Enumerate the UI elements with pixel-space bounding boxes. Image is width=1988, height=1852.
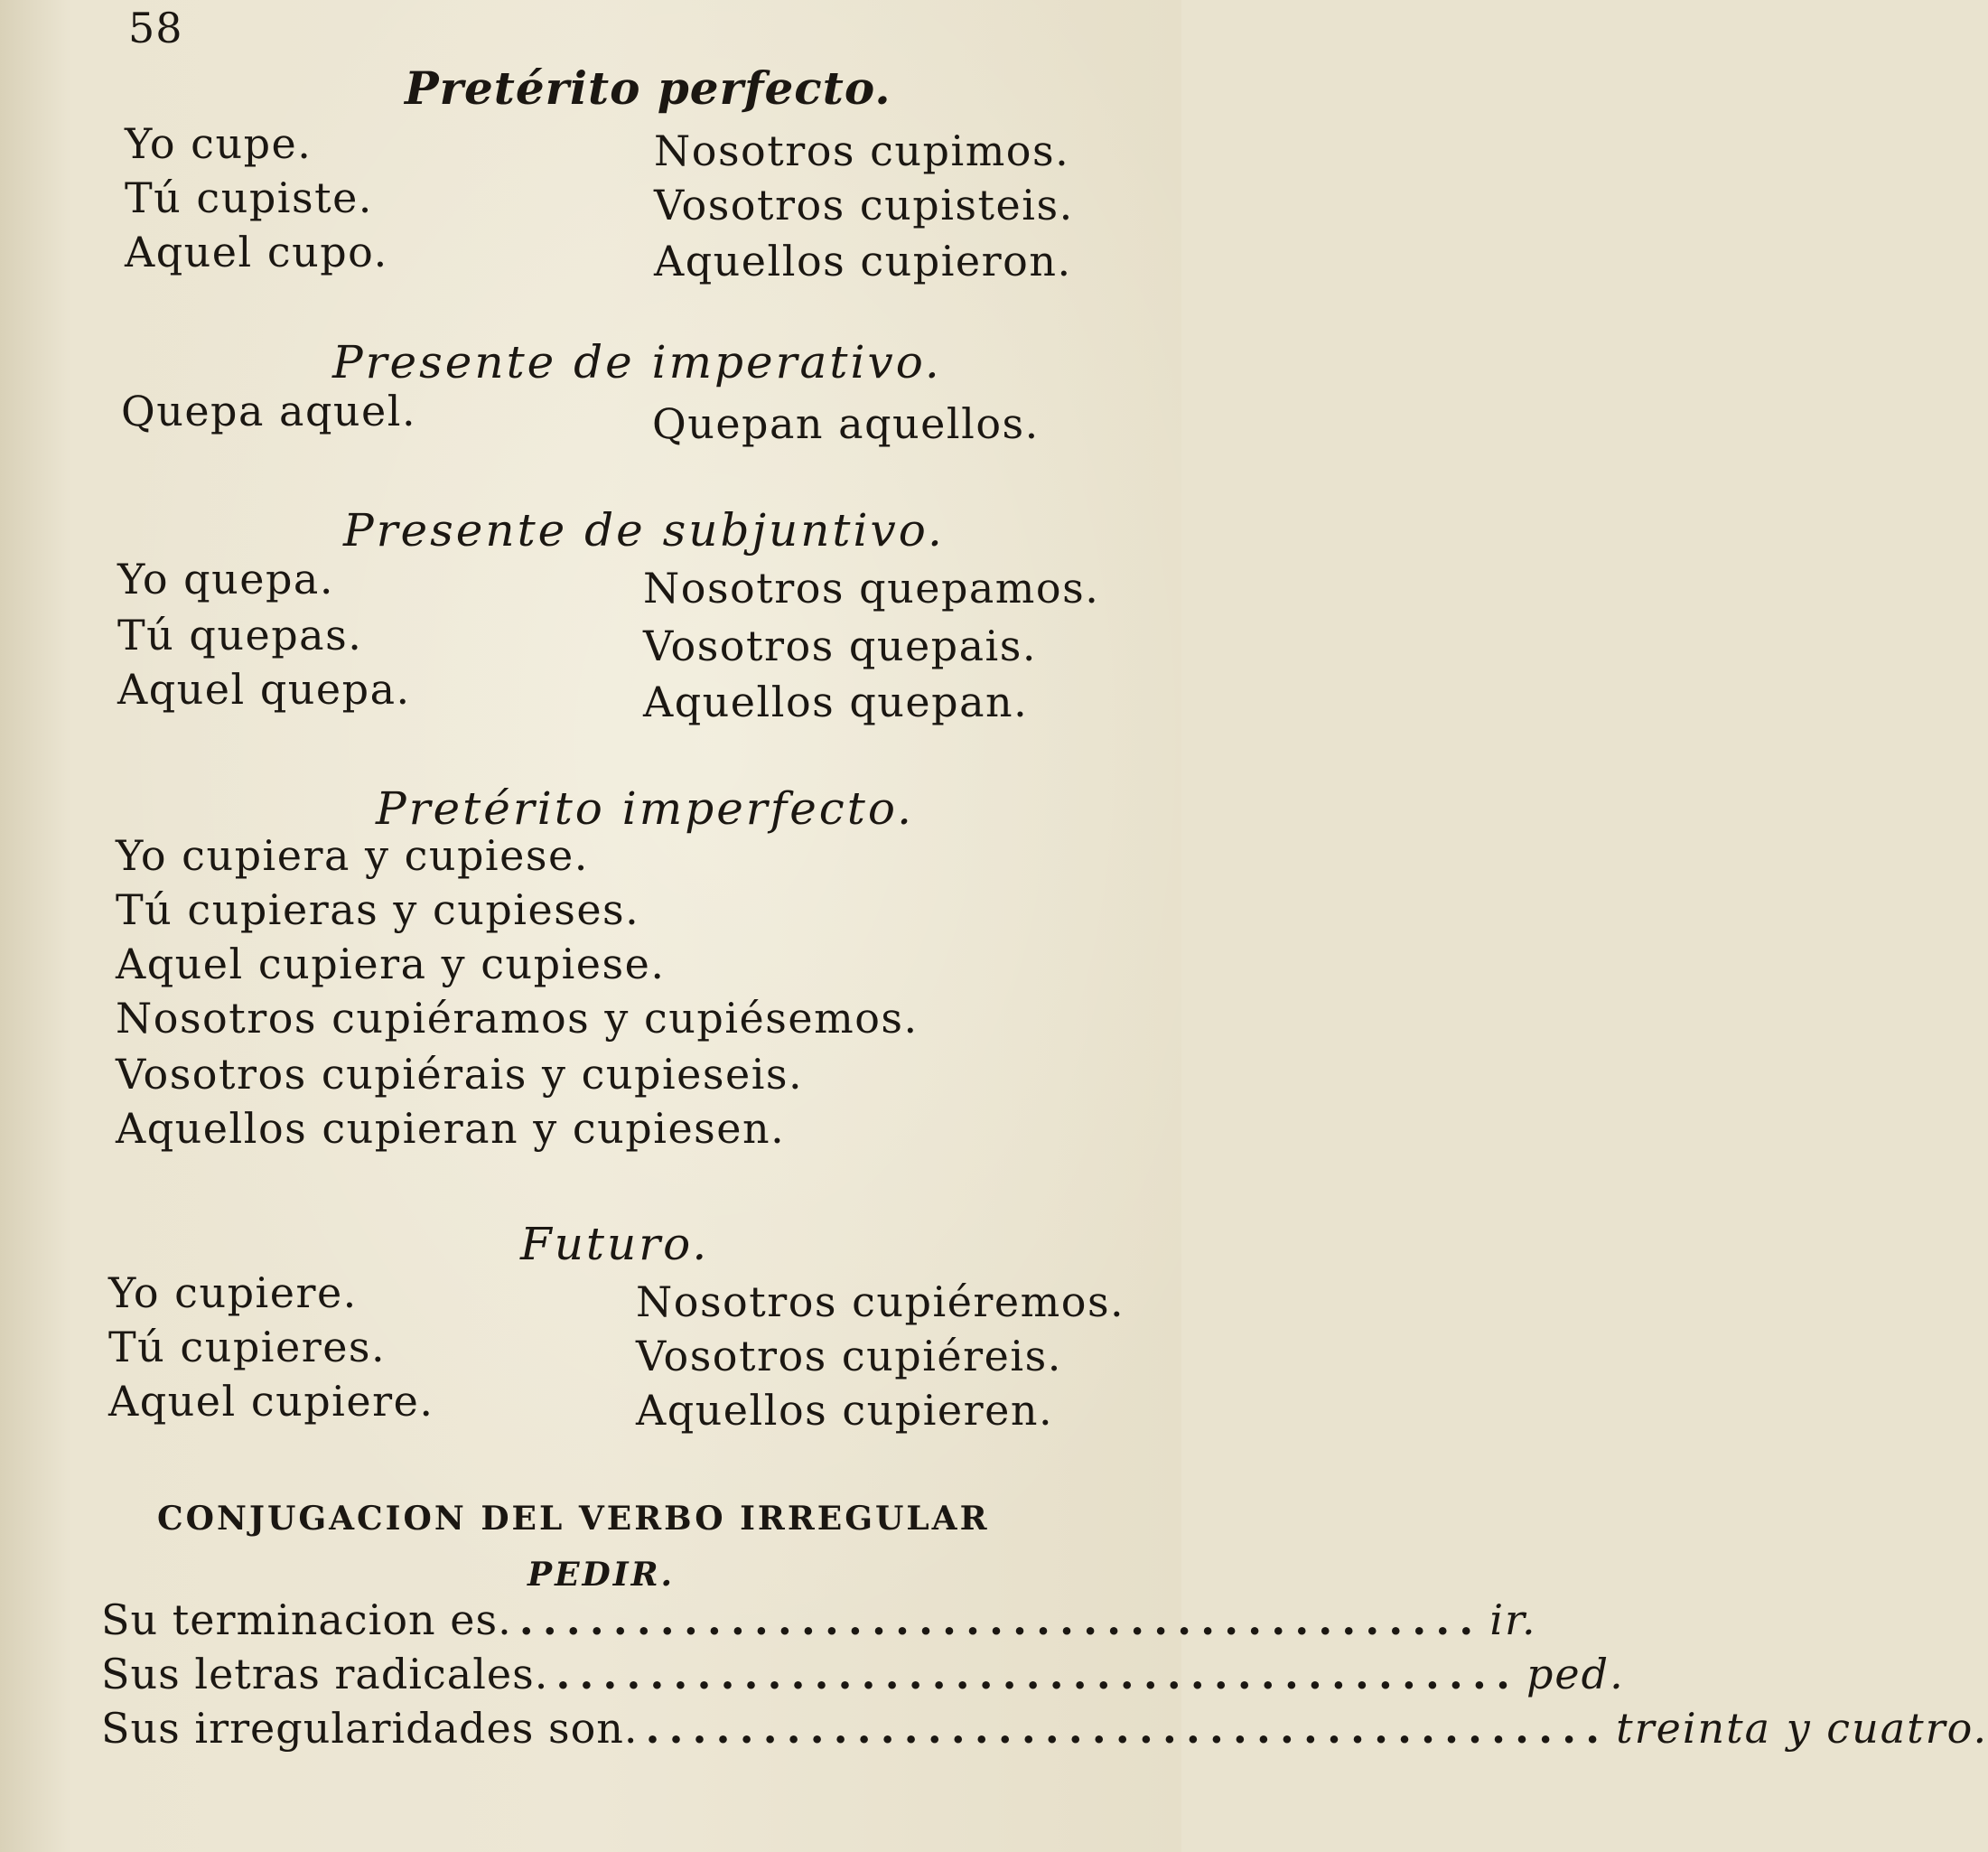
info-row bbox=[101, 1704, 1988, 1753]
conjugation-line: Vosotros quepais. bbox=[643, 622, 1037, 670]
info-row bbox=[101, 1595, 1537, 1644]
conjugation-line: Aquel cupo. bbox=[125, 228, 388, 276]
heading-preterito-imperfecto: Pretérito imperfecto. bbox=[376, 782, 915, 835]
dot-leader: ......................................... bbox=[645, 1704, 1610, 1753]
info-row-label: Su terminacion es. bbox=[101, 1595, 512, 1644]
conjugation-line: Vosotros cupiérais y cupieseis. bbox=[116, 1050, 804, 1099]
heading-futuro: Futuro. bbox=[520, 1218, 710, 1270]
conjugation-line: Vosotros cupisteis. bbox=[654, 181, 1074, 229]
conjugation-line: Aquel cupiere. bbox=[108, 1377, 434, 1426]
conjugation-line: Tú cupieres. bbox=[108, 1323, 387, 1371]
heading-presente-imperativo: Presente de imperativo. bbox=[332, 336, 942, 388]
conjugation-line: Yo cupiere. bbox=[108, 1268, 358, 1317]
section-title: CONJUGACION DEL VERBO IRREGULAR bbox=[157, 1500, 990, 1538]
conjugation-line: Aquellos cupieren. bbox=[636, 1386, 1054, 1435]
heading-presente-subjuntivo: Presente de subjuntivo. bbox=[343, 504, 945, 557]
conjugation-line: Nosotros quepamos. bbox=[643, 564, 1100, 613]
conjugation-line: Tú quepas. bbox=[117, 611, 363, 659]
conjugation-line: Yo cupiera y cupiese. bbox=[116, 831, 589, 880]
conjugation-line: Tú cupieras y cupieses. bbox=[116, 885, 640, 934]
conjugation-line: Nosotros cupiéramos y cupiésemos. bbox=[116, 994, 919, 1043]
verb-title: PEDIR. bbox=[527, 1556, 676, 1594]
conjugation-line: Quepan aquellos. bbox=[652, 399, 1040, 448]
conjugation-line: Tú cupiste. bbox=[125, 173, 373, 222]
conjugation-line: Aquellos cupieron. bbox=[654, 237, 1072, 285]
dot-leader: ......................................... bbox=[555, 1650, 1519, 1698]
info-row-value: ir. bbox=[1489, 1595, 1537, 1644]
heading-preterito-perfecto: Pretérito perfecto. bbox=[405, 61, 891, 115]
conjugation-line: Aquel quepa. bbox=[117, 665, 411, 714]
info-row-value: treinta y cuatro. bbox=[1616, 1704, 1988, 1753]
info-row-label: Sus irregularidades son. bbox=[101, 1704, 639, 1753]
conjugation-line: Quepa aquel. bbox=[121, 387, 417, 435]
page-number: 58 bbox=[128, 4, 183, 52]
info-row-label: Sus letras radicales. bbox=[101, 1650, 549, 1698]
dot-leader: ......................................... bbox=[518, 1595, 1483, 1644]
conjugation-line: Aquellos quepan. bbox=[643, 678, 1029, 726]
info-row bbox=[101, 1650, 1625, 1698]
conjugation-line: Yo quepa. bbox=[117, 555, 334, 603]
info-row-value: ped. bbox=[1526, 1650, 1625, 1698]
conjugation-line: Vosotros cupiéreis. bbox=[636, 1332, 1062, 1380]
conjugation-line: Aquellos cupieran y cupiesen. bbox=[116, 1104, 786, 1153]
conjugation-line: Aquel cupiera y cupiese. bbox=[116, 940, 666, 988]
conjugation-line: Nosotros cupimos. bbox=[654, 126, 1070, 175]
conjugation-line: Yo cupe. bbox=[125, 119, 313, 168]
conjugation-line: Nosotros cupiéremos. bbox=[636, 1277, 1125, 1326]
